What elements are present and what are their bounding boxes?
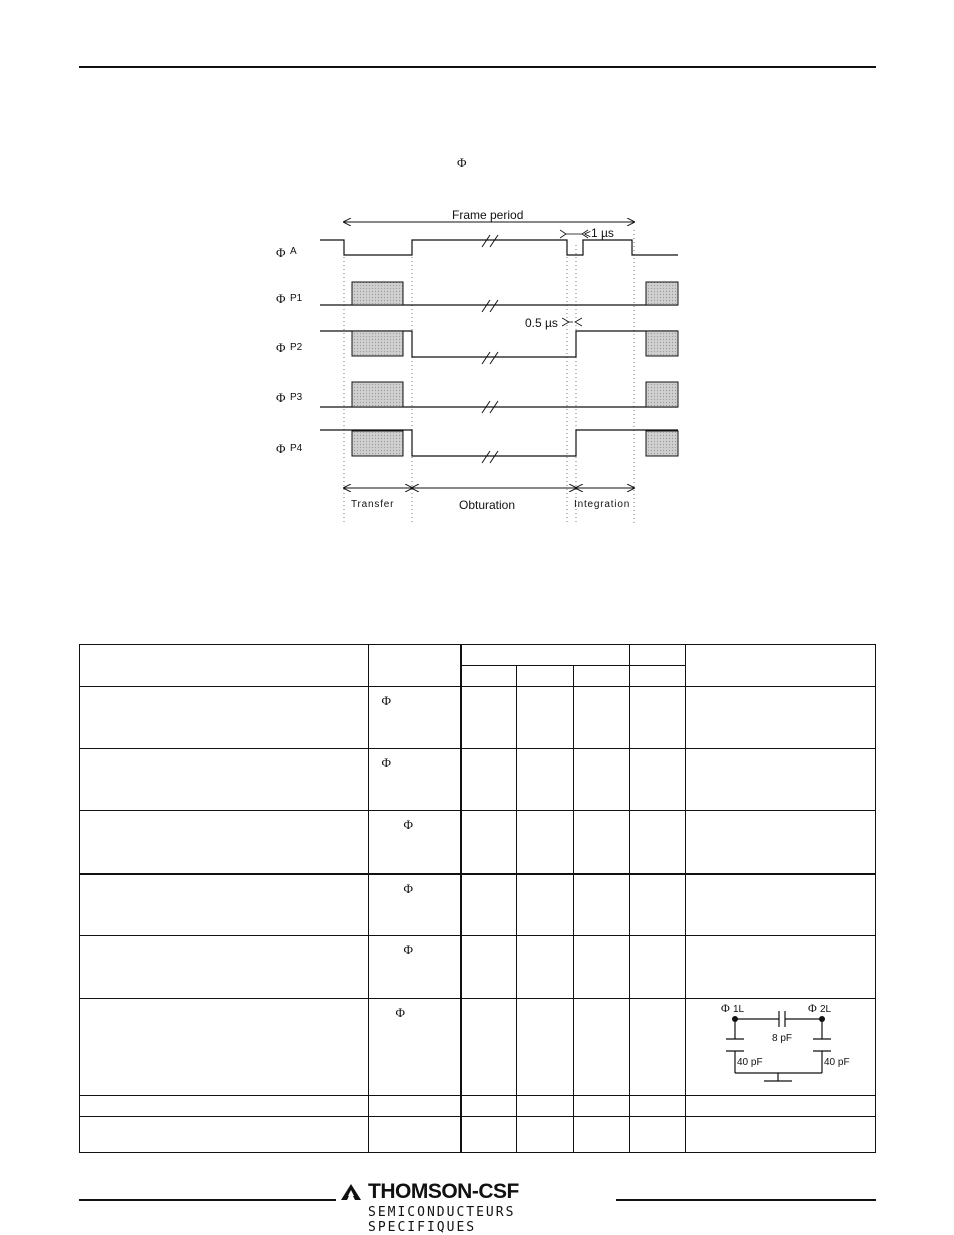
row-symbol: Φ (381, 755, 391, 770)
table-row (80, 1117, 876, 1153)
footer-rule-left (79, 1199, 336, 1201)
svg-text:8 pF: 8 pF (771, 1033, 792, 1044)
phase-integration-label: Integration (574, 499, 631, 510)
brand-name: THOMSON-CSF (368, 1180, 519, 1203)
phase-transfer-label: Transfer (351, 499, 395, 510)
timing-diagram (260, 200, 690, 530)
brand-subtitle: SEMICONDUCTEURS SPECIFIQUES (368, 1205, 516, 1235)
table-row (80, 999, 876, 1096)
svg-text:P2: P2 (290, 342, 303, 353)
company-logo (340, 1180, 615, 1235)
row-symbol: Φ (403, 880, 413, 896)
table-row (80, 936, 876, 999)
svg-text:Φ: Φ (276, 340, 286, 355)
table-row (80, 811, 876, 874)
svg-text:1 µs: 1 µs (591, 226, 614, 240)
svg-text:40 pF: 40 pF (823, 1057, 850, 1068)
signal-phi-p2 (276, 331, 678, 364)
frame-period-label: Frame period (452, 208, 524, 222)
svg-text:2L: 2L (819, 1004, 832, 1015)
svg-text:40 pF: 40 pF (736, 1057, 763, 1068)
row-symbol: Φ (381, 693, 391, 708)
table-row (80, 687, 876, 749)
svg-text:<: < (584, 227, 592, 241)
svg-text:1L: 1L (732, 1004, 745, 1015)
header-cell-unit (630, 645, 686, 666)
capacitor-network-diagram (686, 999, 874, 1091)
row-symbol: Φ (403, 942, 413, 957)
footer-rule-right (616, 1199, 876, 1201)
spec-table (79, 644, 876, 1153)
table-row (80, 874, 876, 936)
row-symbol: Φ (395, 1005, 405, 1020)
svg-text:0.5 µs: 0.5 µs (525, 316, 558, 330)
signal-phi-a (276, 235, 678, 260)
svg-text:P4: P4 (290, 443, 303, 454)
svg-text:Φ: Φ (807, 1001, 817, 1015)
thomson-logo-icon (340, 1183, 362, 1201)
svg-text:Φ: Φ (276, 390, 286, 405)
pulse-gap-annotation (560, 226, 614, 241)
svg-text:P1: P1 (290, 293, 303, 304)
table-row (80, 749, 876, 811)
edge-delay-annotation (525, 316, 582, 330)
header-cell-parameter (80, 645, 369, 687)
svg-text:A: A (290, 246, 297, 257)
header-rule (79, 66, 876, 68)
phase-obturation-label: Obturation (459, 498, 516, 512)
section-phi-symbol: Φ (457, 155, 467, 170)
table-row (80, 1096, 876, 1117)
svg-text:Φ: Φ (276, 291, 286, 306)
header-cell-values (461, 645, 630, 666)
capacitor-network-cell (685, 999, 875, 1096)
row-symbol: Φ (403, 817, 413, 832)
table-header-row (80, 645, 876, 666)
svg-text:Φ: Φ (276, 441, 286, 456)
svg-text:P3: P3 (290, 392, 303, 403)
signal-phi-p3 (276, 382, 678, 413)
header-cell-symbol (369, 645, 461, 687)
svg-text:Φ: Φ (720, 1001, 730, 1015)
svg-text:Φ: Φ (276, 245, 286, 260)
header-cell-conditions (685, 645, 875, 687)
signal-phi-p1 (276, 282, 678, 312)
signal-phi-p4 (276, 430, 678, 463)
